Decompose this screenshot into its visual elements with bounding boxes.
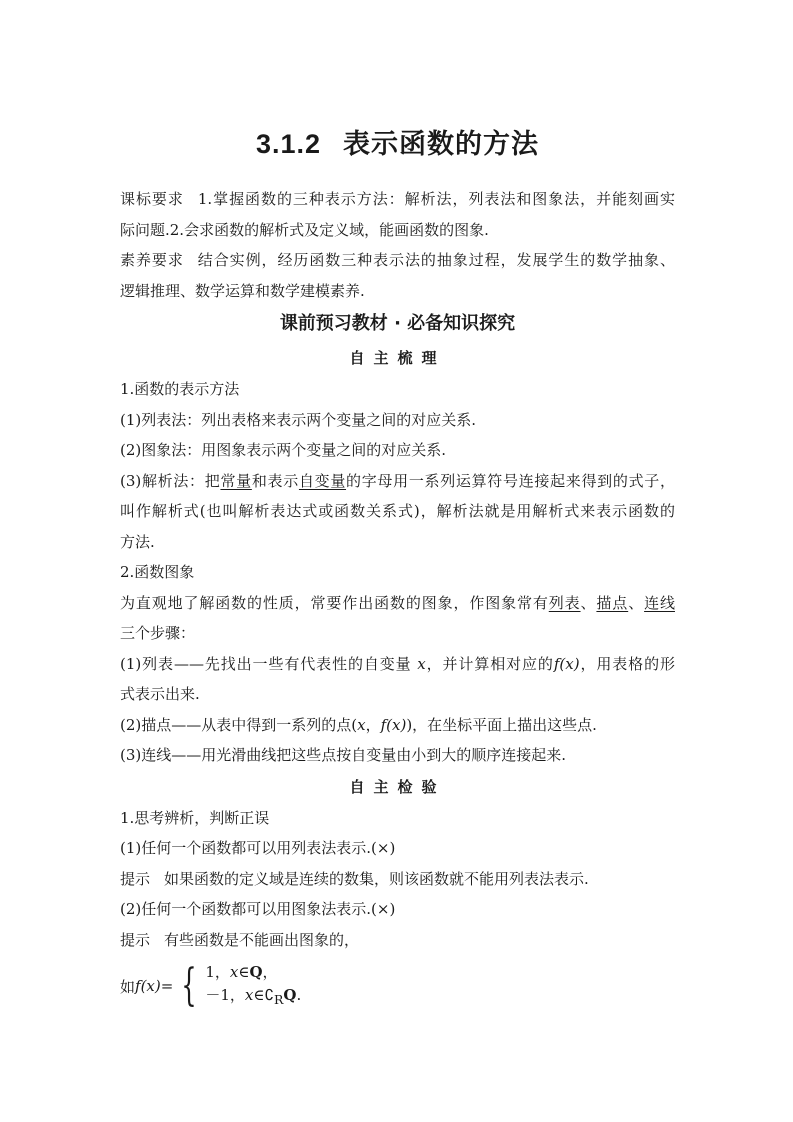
part2-step-1: (1)列表——先找出一些有代表性的自变量 x，并计算相对应的f(x)，用表格的形 [120, 654, 675, 673]
requirements-label-2: 素养要求 [120, 251, 184, 269]
part1-item-1: (1)列表法：列出表格来表示两个变量之间的对应关系. [120, 410, 477, 429]
literacy-line-2: 逻辑推理、数学运算和数学建模素养. [120, 281, 365, 300]
check-hint-1: 提示 如果函数的定义域是连续的数集，则该函数就不能用列表法表示. [120, 869, 589, 888]
part1-heading: 1.函数的表示方法 [120, 380, 240, 398]
hint-label: 提示 [120, 869, 151, 888]
left-brace-icon: { [181, 960, 198, 1011]
requirements-line-2: 际问题.2.会求函数的解析式及定义域，能画函数的图象. [120, 220, 489, 239]
part1-item-3: (3)解析法：把常量和表示自变量的字母用一系列运算符号连接起来得到的式子， [120, 471, 675, 490]
part1-item-2: (2)图象法：用图象表示两个变量之间的对应关系. [120, 441, 447, 459]
hint-label: 提示 [120, 930, 151, 949]
requirements-label-1: 课标要求 [120, 190, 184, 208]
part2-step-1-line-2: 式表示出来. [120, 685, 200, 703]
piecewise-function-example: 如 f(x) = { 1，x∈Q， －1，$x\in∁_RQ$. [120, 960, 302, 1011]
check-question-1: (1)任何一个函数都可以用列表法表示.(×) [120, 839, 396, 857]
blank-list: 列表 [548, 593, 581, 612]
part2-intro: 为直观地了解函数的性质，常要作出函数的图象，作图象常有列表、描点、连线 [120, 593, 675, 612]
check-hint-2: 提示 有些函数是不能画出图象的， [120, 930, 360, 949]
part1-item-3-line-2: 叫作解析式(也叫解析表达式或函数关系式)，解析法就是用解析式来表示函数的 [120, 502, 675, 520]
case-rational: 1，x∈Q， [205, 963, 278, 981]
part2-heading: 2.函数图象 [120, 563, 195, 581]
sub-title-summary: 自主梳理 [349, 349, 446, 367]
check-question-2: (2)任何一个函数都可以用图象法表示.(×) [120, 900, 396, 918]
check-heading: 1.思考辨析，判断正误 [120, 808, 270, 827]
part1-item-3-line-3: 方法. [120, 532, 155, 551]
piecewise-cases [205, 961, 301, 1011]
sub-title-check: 自主检验 [349, 777, 446, 796]
literacy-line-1: 素养要求 结合实例，经历函数三种表示法的抽象过程，发展学生的数学抽象、 [120, 251, 675, 269]
case-irrational: －1，$x\in∁_RQ$. [205, 986, 302, 1007]
part2-step-2: (2)描点——从表中得到一系列的点(x，f(x))，在坐标平面上描出这些点. [120, 715, 597, 734]
blank-variable: 自变量 [298, 471, 347, 490]
title-number: 3.1.2 [255, 129, 322, 159]
part2-intro-line-2: 三个步骤： [120, 624, 196, 642]
document-page [120, 118, 675, 1013]
blank-constant: 常量 [220, 471, 252, 490]
section-title: 课前预习教材 · 必备知识探究 [279, 313, 516, 334]
part2-step-3: (3)连线——用光滑曲线把这些点按自变量由小到大的顺序连接起来. [120, 746, 567, 764]
blank-plot: 描点 [596, 593, 629, 612]
page-title [120, 118, 675, 170]
blank-connect: 连线 [644, 593, 675, 612]
requirements-line-1: 课标要求 1.掌握函数的三种表示方法：解析法，列表法和图象法，并能刻画实 [120, 190, 675, 208]
title-text: 表示函数的方法 [343, 129, 540, 160]
